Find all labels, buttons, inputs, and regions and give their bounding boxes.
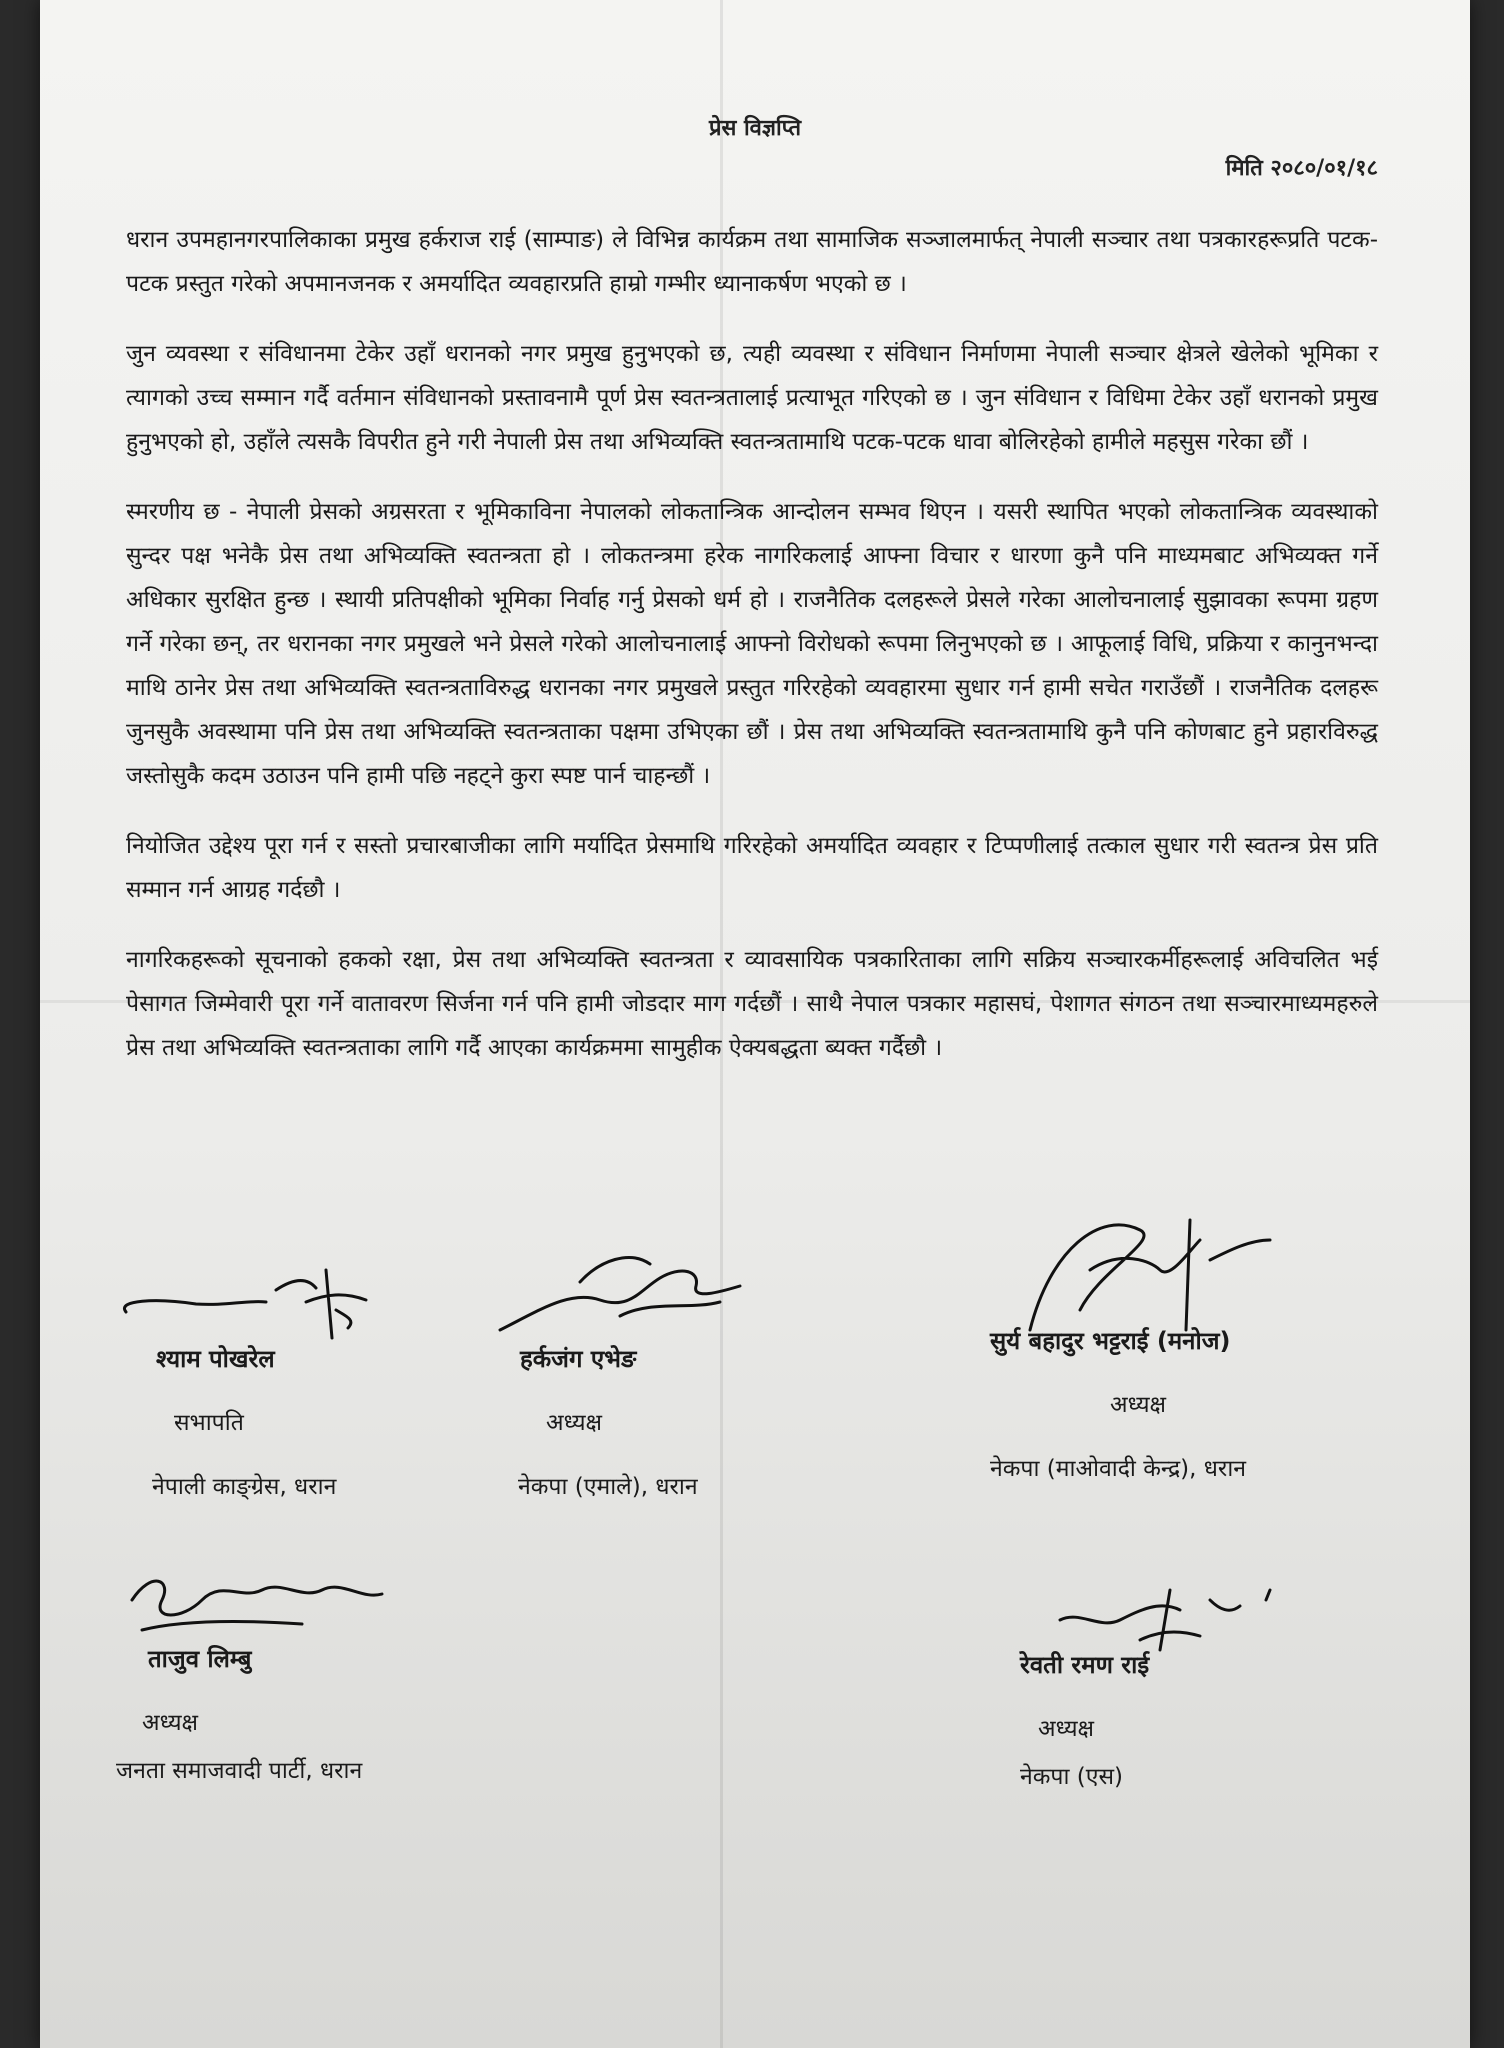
paragraph: स्मरणीय छ - नेपाली प्रेसको अग्रसरता र भूमिकाविना नेपालको लोकतान्त्रिक आन्दोलन सम्भव थिएन । यसरी स्थापित भएको लोकतान्त्रिक व्यवस्थाको सुन्दर पक्ष भनेकै प्रेस तथा अभिव्यक्ति स्वतन्त्रता हो । लोकतन्त्रमा हरेक नागरिकलाई आफ्ना विचार र धारणा कुनै पनि माध्यमबाट अभिव्यक्त गर्ने अधिकार सुरक्षित हुन्छ । स्थायी प्रतिपक्षीको भूमिका निर्वाह गर्नु प्रेसको धर्म हो । राजनैतिक दलहरूले प्रेसले गरेका आलोचनालाई सुझावका रूपमा ग्रहण गर्ने गरेका छन्, तर धरानका नगर प्रमुखले भने प्रेसले गरेको आलोचनालाई आफ्नो विरोधको रूपमा लिनुभएको छ । आफूलाई विधि, प्रक्रिया र कानुनभन्दा माथि ठानेर प्रेस तथा अभिव्यक्ति स्वतन्त्रताविरुद्ध धरानका नगर प्रमुखले प्रस्तुत गरिरहेको व्यवहारमा सुधार गर्न हामी सचेत गराउँछौं । राजनैतिक दलहरू जुनसुकै अवस्थामा पनि प्रेस तथा अभिव्यक्ति स्वतन्त्रताका पक्षमा उभिएका छौं । प्रेस तथा अभिव्यक्ति स्वतन्त्रतामाथि कुनै पनि कोणबाट हुने प्रहारविरुद्ध जस्तोसुकै कदम उठाउन पनि हामी पछि नहट्ने कुरा स्पष्ट पार्न चाहन्छौं । — [126, 499, 1378, 789]
document-title: प्रेस विज्ञप्ति — [708, 116, 802, 141]
signatory-role: अध्यक्ष — [1038, 1716, 1095, 1742]
document-body — [126, 218, 1378, 1096]
signatory-org: नेकपा (एमाले), धरान — [518, 1474, 698, 1500]
handwritten-signature — [76, 1230, 396, 1340]
signatory-role: अध्यक्ष — [1110, 1392, 1167, 1418]
paragraph: नागरिकहरूको सूचनाको हकको रक्षा, प्रेस तथा अभिव्यक्ति स्वतन्त्रता र व्यावसायिक पत्रकारिताका लागि सक्रिय सञ्चारकर्मीहरूलाई अविचलित भई पेसागत जिम्मेवारी पूरा गर्ने वातावरण सिर्जना गर्न पनि हामी जोडदार माग गर्दछौं । साथै नेपाल पत्रकार महासघं, पेशागत संगठन तथा सञ्चारमाध्यमहरुले प्रेस तथा अभिव्यक्ति स्वतन्त्रताका लागि गर्दै आएका कार्यक्रममा सामुहीक ऐक्यबद्धता ब्यक्त गर्दैछौ । — [126, 947, 1378, 1061]
handwritten-signature — [1020, 1570, 1340, 1660]
signatory-name: रेवती रमण राई — [1020, 1651, 1150, 1679]
handwritten-signature — [990, 1210, 1310, 1340]
signatory-role: अध्यक्ष — [142, 1710, 199, 1736]
paragraph: जुन व्यवस्था र संविधानमा टेकेर उहाँ धरानको नगर प्रमुख हुनुभएको छ, त्यही व्यवस्था र संविधान निर्माणमा नेपाली सञ्चार क्षेत्रले खेलेको भूमिका र त्यागको उच्च सम्मान गर्दै वर्तमान संविधानको प्रस्तावनामै पूर्ण प्रेस स्वतन्त्रतालाई प्रत्याभूत गरिएको छ । जुन संविधान र विधिमा टेकेर उहाँ धरानको प्रमुख हुनुभएको हो, उहाँले त्यसकै विपरीत हुने गरी नेपाली प्रेस तथा अभिव्यक्ति स्वतन्त्रतामाथि पटक-पटक धावा बोलिरहेको हामीले महसुस गरेका छौं । — [126, 341, 1378, 455]
signatory-name: सुर्य बहादुर भट्टराई (मनोज) — [990, 1327, 1231, 1355]
handwritten-signature — [102, 1560, 422, 1650]
signatory-org: नेपाली काङ्ग्रेस, धरान — [152, 1474, 337, 1500]
signatory-org: नेकपा (माओवादी केन्द्र), धरान — [990, 1456, 1247, 1482]
signatory-name: श्याम पोखरेल — [156, 1345, 275, 1373]
signatory-name: हर्कजंग एभेङ — [520, 1345, 637, 1373]
handwritten-signature — [480, 1230, 800, 1340]
signatory-block — [102, 1560, 422, 1786]
signatory-block — [480, 1230, 800, 1502]
signatory-role: अध्यक्ष — [546, 1410, 603, 1436]
document-date: मिति २०८०/०१/१८ — [1225, 156, 1378, 181]
signatory-org: नेकपा (एस) — [1020, 1764, 1123, 1790]
signatory-block — [1020, 1570, 1340, 1792]
signatory-block — [990, 1210, 1310, 1484]
press-release-paper — [40, 0, 1470, 2048]
signatory-name: ताजुव लिम्बु — [148, 1645, 252, 1673]
paragraph: धरान उपमहानगरपालिकाका प्रमुख हर्कराज राई (साम्पाङ) ले विभिन्न कार्यक्रम तथा सामाजिक सञ्जालमार्फत् नेपाली सञ्चार तथा पत्रकारहरूप्रति पटक-पटक प्रस्तुत गरेको अपमानजनक र अमर्यादित व्यवहारप्रति हाम्रो गम्भीर ध्यानाकर्षण भएको छ । — [126, 227, 1378, 297]
signatory-org: जनता समाजवादी पार्टी, धरान — [116, 1758, 363, 1784]
signatory-role: सभापति — [174, 1410, 244, 1436]
signatory-block — [76, 1230, 396, 1502]
paragraph: नियोजित उद्देश्य पूरा गर्न र सस्तो प्रचारबाजीका लागि मर्यादित प्रेसमाथि गरिरहेको अमर्यादित व्यवहार र टिप्पणीलाई तत्काल सुधार गरी स्वतन्त्र प्रेस प्रति सम्मान गर्न आग्रह गर्दछौ । — [126, 833, 1378, 903]
